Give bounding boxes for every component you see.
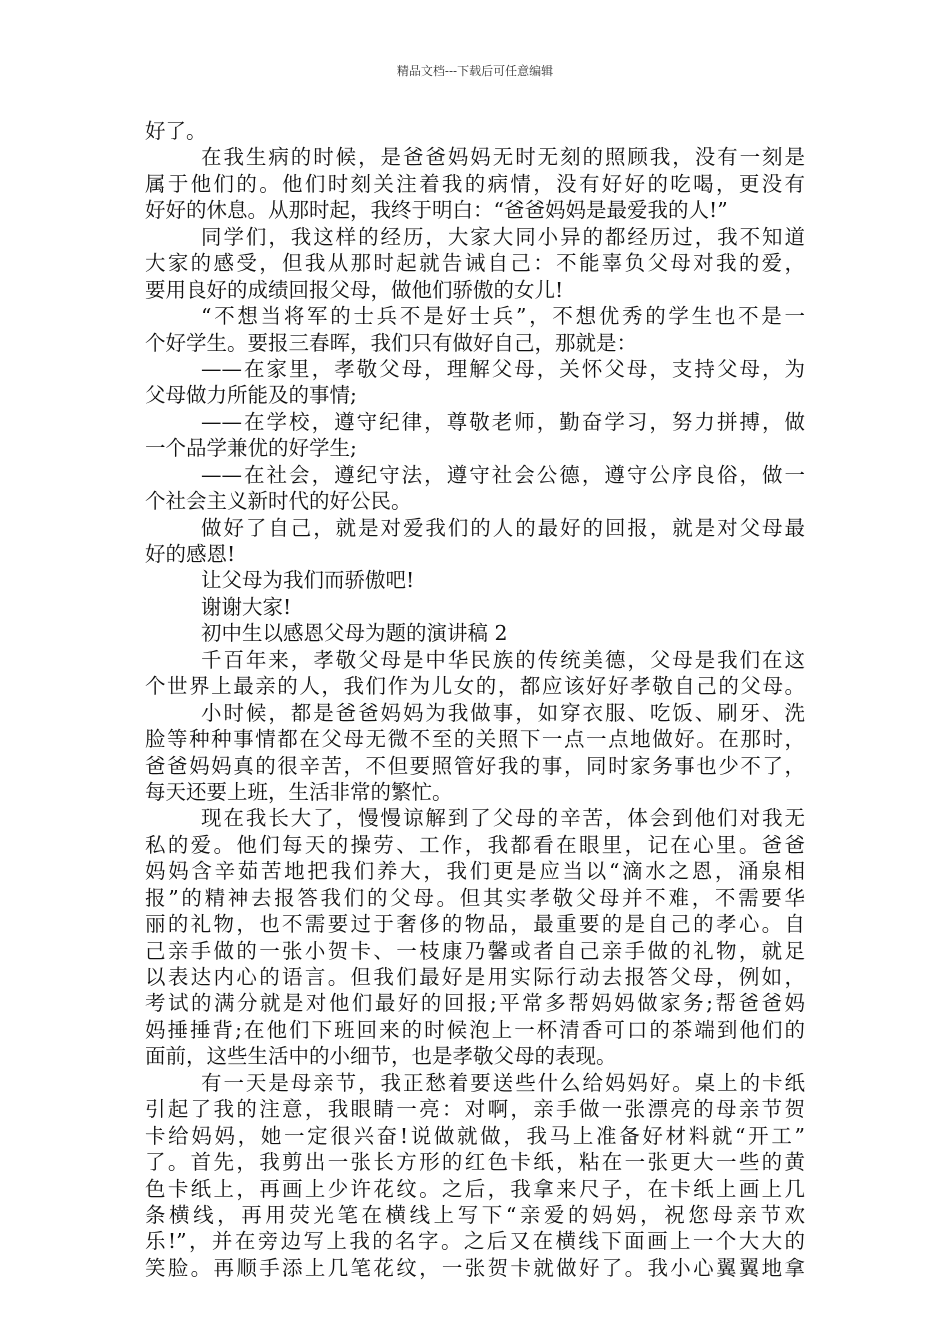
paragraph-line: 属于他们的。他们时刻关注着我的病情，没有好好的吃喝，更没有 [145,171,805,196]
paragraph-line: 笑脸。再顺手添上几笔花纹，一张贺卡就做好了。我小心翼翼地拿 [145,1255,805,1280]
paragraph-line: 一个品学兼优的好学生; [145,436,357,461]
paragraph-line: 以表达内心的语言。但我们最好是用实际行动去报答父母，例如， [145,965,805,989]
paragraph-line: 妈捶捶背;在他们下班回来的时候泡上一杯清香可口的茶端到他们的 [145,1017,805,1042]
paragraph-line: 私的爱。他们每天的操劳、工作，我都看在眼里，记在心里。爸爸 [145,832,805,857]
paragraph-line: 色卡纸上，再画上少许花纹。之后，我拿来尺子，在卡纸上画上几 [145,1176,805,1201]
paragraph-line: 己亲手做的一张小贺卡、一枝康乃馨或者自己亲手做的礼物，就足 [145,938,805,963]
paragraph-line: 让父母为我们而骄傲吧! [201,568,415,593]
paragraph-line: 面前，这些生活中的小细节，也是孝敬父母的表现。 [145,1044,617,1069]
paragraph-line: 大家的感受，但我从那时起就告诫自己：不能辜负父母对我的爱， [145,251,805,276]
paragraph-line: 条横线，再用荧光笔在横线上写下“亲爱的妈妈，祝您母亲节欢 [145,1202,805,1227]
paragraph-line: 考试的满分就是对他们最好的回报;平常多帮妈妈做家务;帮爸爸妈 [145,991,805,1016]
paragraph-line: 小时候，都是爸爸妈妈为我做事，如穿衣服、吃饭、刷牙、洗 [201,700,805,725]
paragraph-line: 好的感恩! [145,542,236,566]
paragraph-line: 初中生以感恩父母为题的演讲稿 2 [201,621,508,646]
paragraph-line: 爸爸妈妈真的很辛苦，不但要照管好我的事，同时家务事也少不了， [145,753,805,778]
paragraph-line: 了。首先，我剪出一张长方形的红色卡纸，粘在一张更大一些的黄 [145,1150,805,1175]
paragraph-line: ——在家里，孝敬父母，理解父母，关怀父母，支持父母，为 [201,356,805,381]
page-header: 精品文档---下载后可任意编辑 [396,64,554,78]
paragraph-line: 同学们，我这样的经历，大家大同小异的都经历过，我不知道 [201,224,805,249]
paragraph-line: 个社会主义新时代的好公民。 [145,489,412,514]
paragraph-line: 做好了自己，就是对爱我们的人的最好的回报，就是对父母最 [201,515,805,540]
paragraph-line: 每天还要上班，生活非常的繁忙。 [145,779,453,804]
paragraph-line: 谢谢大家! [201,594,292,619]
paragraph-line: ——在学校，遵守纪律，尊敬老师，勤奋学习，努力拼搏，做 [201,409,805,434]
paragraph-line: 父母做力所能及的事情; [145,383,357,408]
paragraph-line: 报”的精神去报答我们的父母。但其实孝敬父母并不难，不需要华 [145,885,805,910]
document-body [145,118,805,1281]
paragraph-line: 在我生病的时候，是爸爸妈妈无时无刻的照顾我，没有一刻是 [201,145,805,170]
paragraph-line: 千百年来，孝敬父母是中华民族的传统美德，父母是我们在这 [201,647,805,672]
paragraph-line: 脸等种种事情都在父母无微不至的关照下一点一点地做好。在那时， [145,727,805,752]
paragraph-line: 妈妈含辛茹苦地把我们养大，我们更是应当以“滴水之恩，涌泉相 [145,859,805,884]
paragraph-line: 卡给妈妈，她一定很兴奋!说做就做，我马上准备好材料就“开工” [145,1123,805,1148]
paragraph-line: ——在社会，遵纪守法，遵守社会公德，遵守公序良俗，做一 [201,462,805,487]
paragraph-line: 现在我长大了，慢慢谅解到了父母的辛苦，体会到他们对我无 [201,806,805,831]
paragraph-line: 个世界上最亲的人，我们作为儿女的，都应该好好孝敬自己的父母。 [145,674,805,699]
paragraph-line: 好好的休息。从那时起，我终于明白：“爸爸妈妈是最爱我的人!” [145,198,728,223]
paragraph-line: 有一天是母亲节，我正愁着要送些什么给妈妈好。桌上的卡纸 [201,1070,805,1095]
paragraph-line: “不想当将军的士兵不是好士兵”，不想优秀的学生也不是一 [201,304,805,329]
paragraph-line: 乐!”，并在旁边写上我的名字。之后又在横线下面画上一个大大的 [145,1229,805,1254]
paragraph-line: 个好学生。要报三春晖，我们只有做好自己，那就是： [145,330,637,355]
paragraph-line: 引起了我的注意，我眼睛一亮：对啊，亲手做一张漂亮的母亲节贺 [145,1097,805,1122]
paragraph-line: 丽的礼物，也不需要过于奢侈的物品，最重要的是自己的孝心。自 [145,912,805,937]
paragraph-line: 要用良好的成绩回报父母，做他们骄傲的女儿! [145,277,564,302]
paragraph-line: 好了。 [145,119,207,143]
